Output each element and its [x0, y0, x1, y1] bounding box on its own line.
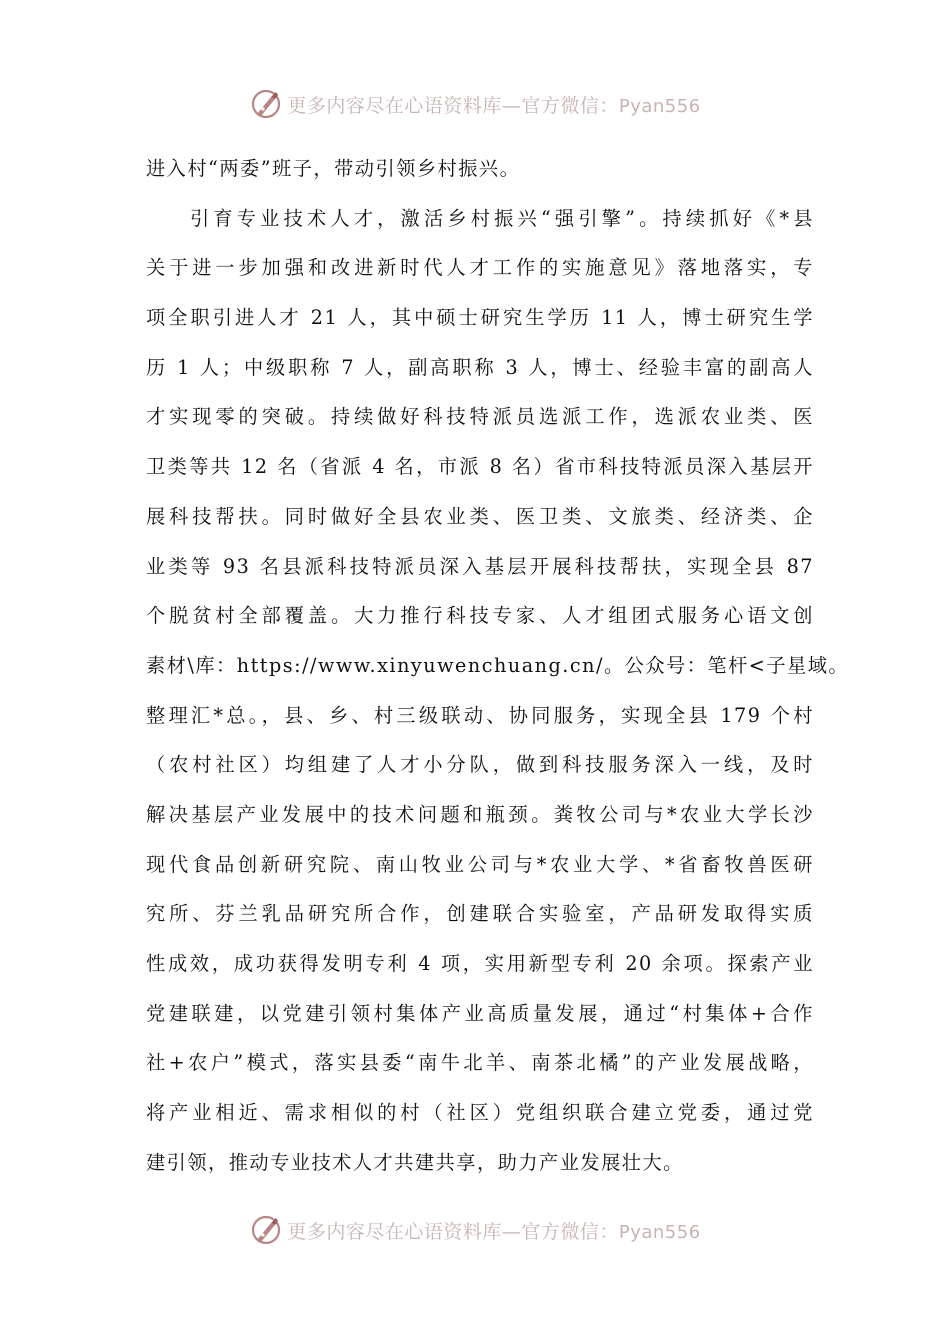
text-line: 性成效，成功获得发明专利 4 项，实用新型专利 20 余项。探索产业: [146, 952, 814, 975]
text-line: 解决基层产业发展中的技术问题和瓶颈。粪牧公司与*农业大学长沙: [146, 802, 814, 826]
header-watermark-text: 更多内容尽在心语资料库—官方微信：Pyan556: [287, 94, 701, 117]
text-line: 进入村“两委”班子，带动引领乡村振兴。: [146, 157, 521, 180]
header-watermark-id: Pyan556: [618, 95, 701, 117]
pen-nib-logo-icon: [249, 1213, 283, 1247]
text-line: 关于进一步加强和改进新时代人才工作的实施意见》落地落实，专: [146, 256, 814, 280]
text-line: 将产业相近、需求相似的村（社区）党组织联合建立党委，通过党: [146, 1101, 814, 1125]
text-line: 展科技帮扶。同时做好全县农业类、医卫类、文旅类、经济类、企: [146, 504, 814, 528]
text-line: 建引领，推动专业技术人才共建共享，助力产业发展壮大。: [146, 1150, 684, 1174]
text-line: 党建联建，以党建引领村集体产业高质量发展，通过“村集体+合作: [146, 1001, 814, 1025]
footer-watermark-banner: [0, 1210, 950, 1250]
footer-watermark-id: Pyan556: [618, 1221, 701, 1243]
text-line: 卫类等共 12 名（省派 4 名，市派 8 名）省市科技特派员深入基层开: [146, 455, 814, 479]
text-line: 才实现零的突破。持续做好科技特派员选派工作，选派农业类、医: [146, 405, 814, 429]
footer-watermark-text: 更多内容尽在心语资料库—官方微信：Pyan556: [287, 1220, 701, 1243]
text-line: 素材\库：https://www.xinyuwenchuang.cn/。公众号：笔杆<子星域。: [146, 653, 850, 677]
text-line: 个脱贫村全部覆盖。大力推行科技专家、人才组团式服务心语文创: [146, 604, 814, 628]
text-line: 现代食品创新研究院、南山牧业公司与*农业大学、*省畜牧兽医研: [146, 852, 814, 876]
header-watermark-banner: [0, 84, 950, 124]
text-line: 引育专业技术人才，激活乡村振兴“强引擎”。持续抓好《*县: [190, 206, 814, 230]
pen-nib-logo-icon: [249, 87, 283, 121]
text-line: 历 1 人；中级职称 7 人，副高职称 3 人，博士、经验丰富的副高人: [146, 355, 814, 379]
text-line: 项全职引进人才 21 人，其中硕士研究生学历 11 人，博士研究生学: [146, 306, 814, 330]
text-line: （农村社区）均组建了人才小分队，做到科技服务深入一线，及时: [146, 753, 814, 777]
document-body: [146, 152, 850, 1195]
text-line: 究所、芬兰乳品研究所合作，创建联合实验室，产品研发取得实质: [146, 902, 814, 926]
text-line: 整理汇*总。，县、乡、村三级联动、协同服务，实现全县 179 个村: [146, 703, 814, 727]
text-line: 业类等 93 名县派科技特派员深入基层开展科技帮扶，实现全县 87: [146, 554, 814, 578]
text-line: 社+农户”模式，落实县委“南牛北羊、南茶北橘”的产业发展战略，: [146, 1051, 814, 1075]
